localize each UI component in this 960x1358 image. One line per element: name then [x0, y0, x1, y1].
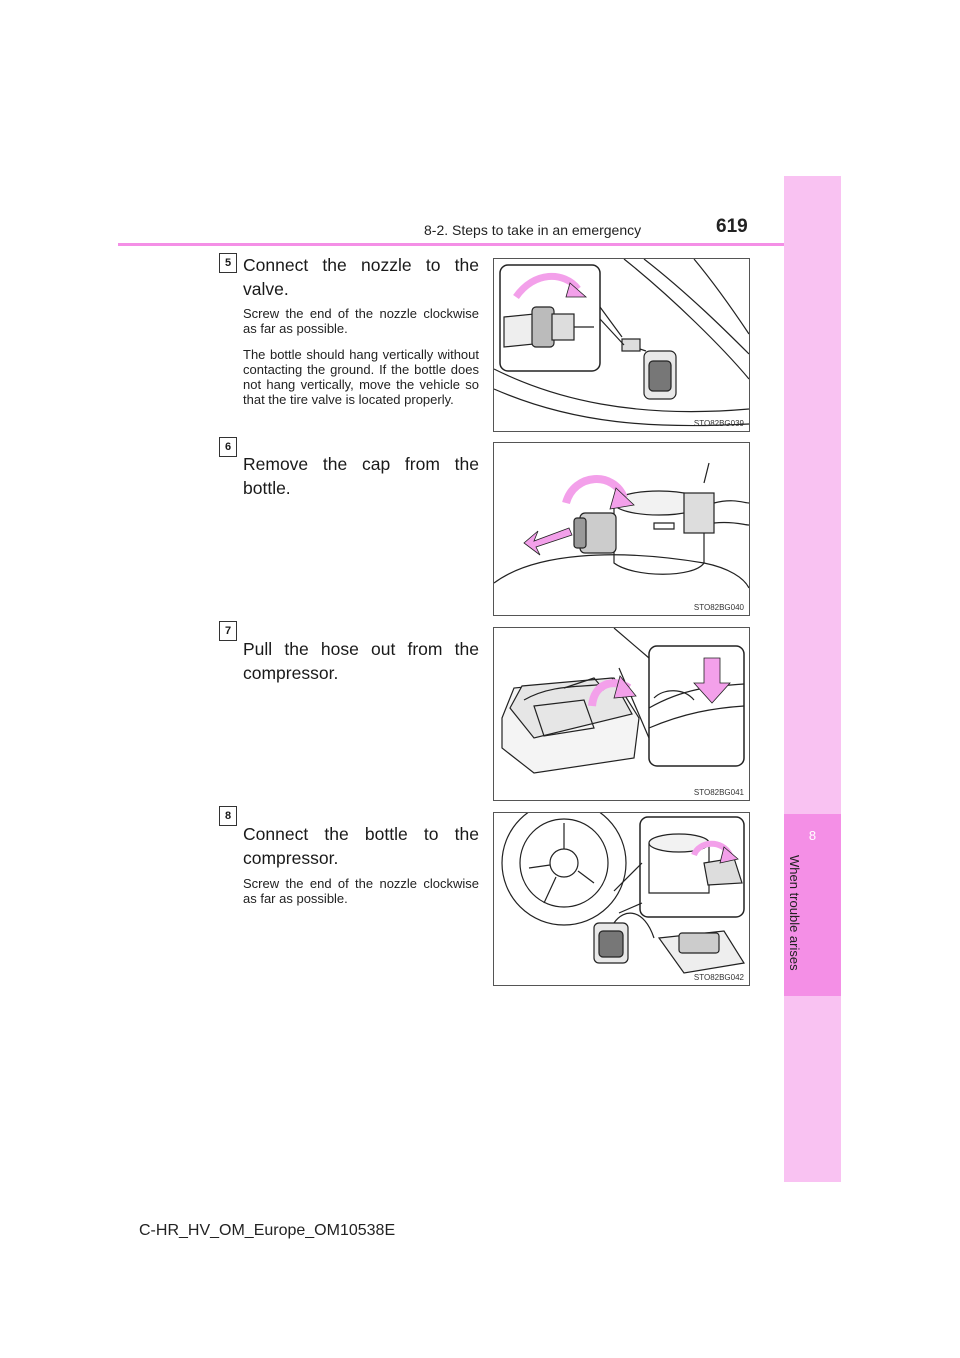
- step-8-body-1: Screw the end of the nozzle clockwise as far as possible.: [243, 876, 479, 906]
- chapter-number: 8: [808, 828, 817, 843]
- step-number-5: 5: [219, 253, 237, 273]
- document-id: C-HR_HV_OM_Europe_OM10538E: [139, 1222, 396, 1239]
- step-number-8: 8: [219, 806, 237, 826]
- figure-code-5: STO82BG039: [693, 419, 744, 428]
- step-5-body-1: Screw the end of the nozzle clockwise as far as possible.: [243, 306, 479, 336]
- illustration-compressor-hose: [494, 628, 749, 800]
- step-number-7: 7: [219, 621, 237, 641]
- figure-code-8: STO82BG042: [693, 973, 744, 982]
- header-rule: [118, 243, 784, 246]
- step-number-6: 6: [219, 437, 237, 457]
- illustration-bottle-cap: [494, 443, 749, 615]
- chapter-title: When trouble arises: [787, 855, 802, 971]
- illustration-bottle-compressor: [494, 813, 749, 985]
- figure-step-6: [493, 442, 750, 616]
- figure-code-6: STO82BG040: [693, 603, 744, 612]
- step-8-title: Connect the bottle to the compressor.: [243, 824, 479, 868]
- page-number: 619: [716, 216, 748, 237]
- figure-step-7: [493, 627, 750, 801]
- chapter-tab-background: [784, 176, 841, 1182]
- step-5-title: Connect the nozzle to the valve.: [243, 255, 479, 299]
- illustration-nozzle-valve: [494, 259, 749, 431]
- step-7-title: Pull the hose out from the compressor.: [243, 639, 479, 683]
- section-title: 8-2. Steps to take in an emergency: [424, 222, 642, 238]
- step-6-title: Remove the cap from the bottle.: [243, 454, 479, 498]
- step-5-body-2: The bottle should hang vertically without contacting the ground. If the bottle does not hang vertically, move the vehicle so that the tire valve is located properly.: [243, 347, 479, 407]
- figure-step-5: [493, 258, 750, 432]
- figure-code-7: STO82BG041: [693, 788, 744, 797]
- figure-step-8: [493, 812, 750, 986]
